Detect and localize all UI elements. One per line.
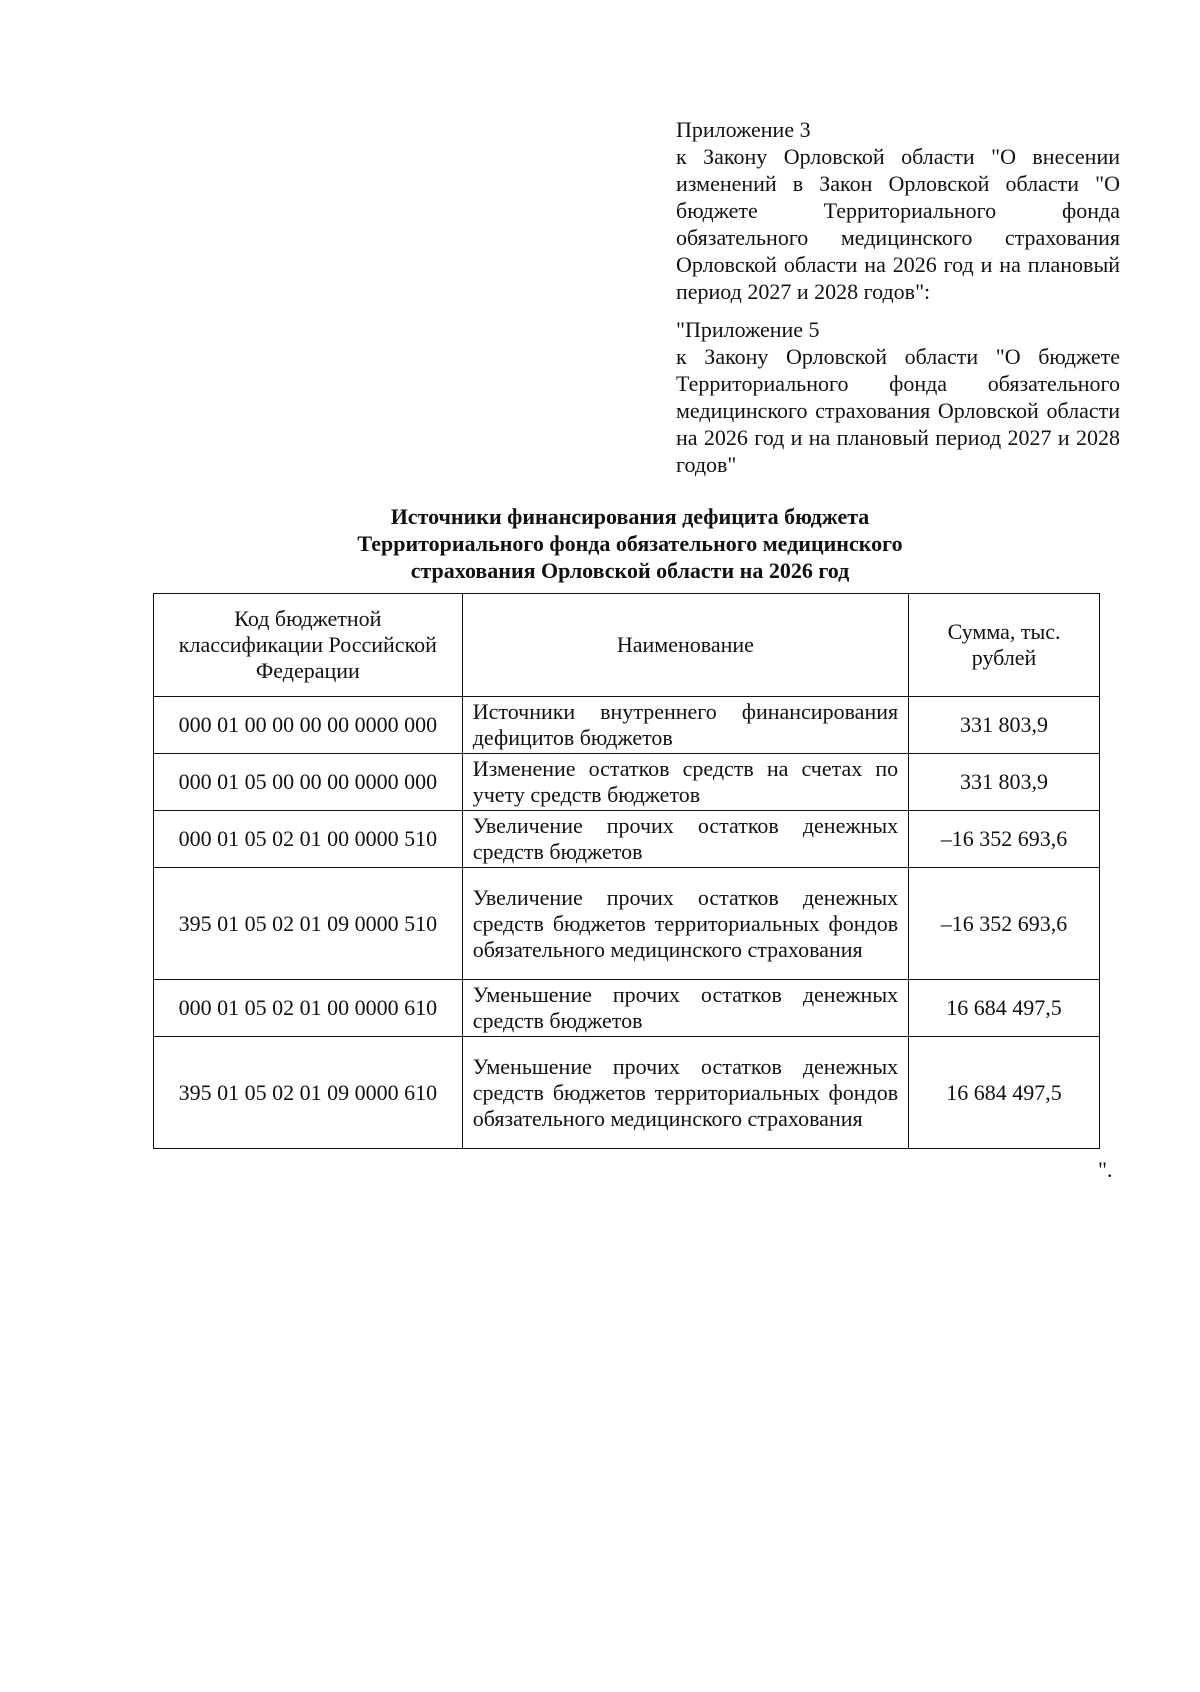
row-code: 000 01 00 00 00 00 0000 000 <box>154 697 463 754</box>
row-sum: –16 352 693,6 <box>909 811 1100 868</box>
row-code: 395 01 05 02 01 09 0000 610 <box>154 1037 463 1149</box>
table-row <box>154 1037 1100 1149</box>
row-name: Уменьшение прочих остатков денежных средств бюджетов <box>462 980 908 1037</box>
row-sum: 16 684 497,5 <box>909 1037 1100 1149</box>
title-line-2: Территориального фонда обязательного медицинского <box>357 531 903 556</box>
table-header-row <box>154 594 1100 697</box>
row-name: Увеличение прочих остатков денежных средств бюджетов <box>462 811 908 868</box>
table-row <box>154 754 1100 811</box>
appendix-3-label: Приложение 3 <box>676 117 811 142</box>
row-code: 000 01 05 00 00 00 0000 000 <box>154 754 463 811</box>
appendix-header <box>676 116 1120 478</box>
row-name: Уменьшение прочих остатков денежных средств бюджетов территориальных фондов обязательного медицинского страхования <box>462 1037 908 1149</box>
budget-sources-table <box>153 593 1100 1149</box>
appendix-5-text: к Закону Орловской области "О бюджете Территориального фонда обязательного медицинского страхования Орловской области на 2026 год и на плановый период 2027 и 2028 годов" <box>676 344 1120 477</box>
table-row <box>154 811 1100 868</box>
appendix-5-label: "Приложение 5 <box>676 317 820 342</box>
table-row <box>154 868 1100 980</box>
row-code: 000 01 05 02 01 00 0000 610 <box>154 980 463 1037</box>
header-name: Наименование <box>462 594 908 697</box>
row-code: 395 01 05 02 01 09 0000 510 <box>154 868 463 980</box>
title-line-3: страхования Орловской области на 2026 год <box>410 558 850 583</box>
header-sum: Сумма, тыс. рублей <box>909 594 1100 697</box>
closing-quote-mark: ". <box>1098 1157 1113 1182</box>
header-code: Код бюджетной классификации Российской Федерации <box>154 594 463 697</box>
row-name: Источники внутреннего финансирования дефицитов бюджетов <box>462 697 908 754</box>
row-name: Изменение остатков средств на счетах по учету средств бюджетов <box>462 754 908 811</box>
table-row <box>154 980 1100 1037</box>
table-row <box>154 697 1100 754</box>
row-name: Увеличение прочих остатков денежных средств бюджетов территориальных фондов обязательного медицинского страхования <box>462 868 908 980</box>
row-sum: 331 803,9 <box>909 697 1100 754</box>
row-sum: –16 352 693,6 <box>909 868 1100 980</box>
row-sum: 16 684 497,5 <box>909 980 1100 1037</box>
document-title <box>300 503 960 584</box>
row-sum: 331 803,9 <box>909 754 1100 811</box>
row-code: 000 01 05 02 01 00 0000 510 <box>154 811 463 868</box>
appendix-3-text: к Закону Орловской области "О внесении изменений в Закон Орловской области "О бюджете Территориального фонда обязательного медицинского страхования Орловской области на 2026 год и на плановый период 2027 и 2028 годов": <box>676 144 1120 304</box>
title-line-1: Источники финансирования дефицита бюджета <box>390 504 870 529</box>
